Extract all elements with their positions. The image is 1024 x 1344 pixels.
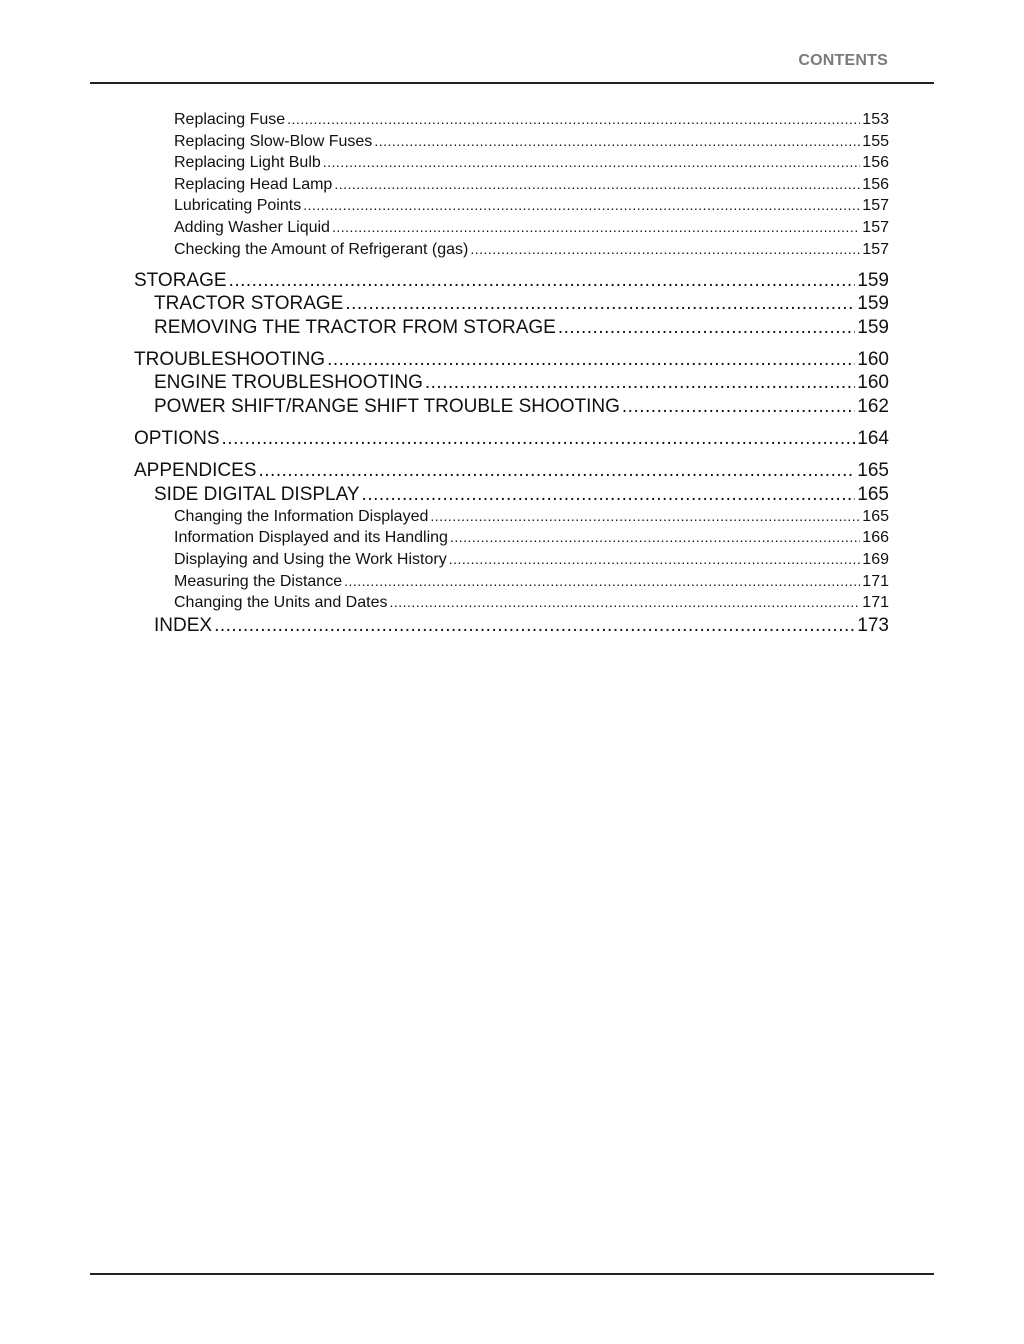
toc-entry-page-number: 157 [862,218,889,236]
toc-entry[interactable] [134,592,889,614]
toc-entry-title: Replacing Head Lamp [174,175,333,193]
toc-entry[interactable] [134,614,889,637]
toc-entry-title: OPTIONS [134,427,220,449]
dot-leader [222,427,856,450]
toc-entry[interactable] [134,395,889,418]
toc-entry-page-number: 164 [857,427,889,449]
toc-group [134,459,889,637]
dot-leader [450,527,860,549]
toc-entry-title: TROUBLESHOOTING [134,349,326,371]
toc-entry[interactable] [134,427,889,450]
toc-entry-page-number: 157 [862,197,889,215]
dot-leader [332,217,860,239]
toc-entry-title: Changing the Information Displayed [174,507,429,525]
toc-entry-page-number: 160 [857,349,889,371]
dot-leader [214,614,855,637]
toc-group [134,348,889,418]
toc-entry[interactable] [134,217,889,239]
table-of-contents [134,109,889,637]
toc-entry-page-number: 165 [857,483,889,505]
toc-entry-page-number: 165 [862,507,889,525]
toc-entry-title: Adding Washer Liquid [174,218,330,236]
dot-leader [258,459,855,482]
toc-entry-page-number: 159 [857,270,889,292]
toc-entry-page-number: 165 [857,460,889,482]
dot-leader [287,109,860,131]
header-rule [90,82,934,84]
toc-entry[interactable] [134,174,889,196]
dot-leader [327,348,855,371]
toc-entry-title: SIDE DIGITAL DISPLAY [154,483,360,505]
toc-entry[interactable] [134,269,889,292]
toc-entry-title: Checking the Amount of Refrigerant (gas) [174,240,469,258]
toc-entry-page-number: 153 [862,111,889,128]
dot-leader [303,195,860,217]
dot-leader [425,371,855,394]
toc-entry-title: Displaying and Using the Work History [174,551,447,569]
toc-entry-title: Lubricating Points [174,197,302,215]
toc-entry-page-number: 160 [857,372,889,394]
toc-entry-page-number: 171 [862,594,889,612]
toc-entry-page-number: 156 [862,175,889,193]
toc-entry-page-number: 162 [857,395,889,417]
toc-entry[interactable] [134,506,889,528]
toc-entry-page-number: 173 [857,614,889,636]
toc-entry-title: ENGINE TROUBLESHOOTING [154,372,423,394]
dot-leader [622,395,855,418]
dot-leader [389,592,860,614]
toc-group [134,269,889,339]
dot-leader [374,131,860,153]
toc-entry-page-number: 156 [862,154,889,172]
dot-leader [430,506,860,528]
toc-entry-page-number: 159 [857,316,889,338]
toc-group [134,427,889,450]
toc-entry-title: TRACTOR STORAGE [154,293,344,315]
toc-entry-page-number: 169 [862,551,889,569]
dot-leader [334,174,860,196]
dot-leader [362,483,856,506]
toc-entry[interactable] [134,131,889,153]
toc-entry[interactable] [134,316,889,339]
dot-leader [229,269,856,292]
toc-entry-title: POWER SHIFT/RANGE SHIFT TROUBLE SHOOTING [154,395,620,417]
toc-entry-title: Replacing Fuse [174,111,286,128]
toc-entry[interactable] [134,152,889,174]
toc-entry-title: STORAGE [134,270,227,292]
dot-leader [345,292,855,315]
toc-entry-page-number: 157 [862,240,889,258]
toc-entry-title: Measuring the Distance [174,572,343,590]
toc-entry-title: Changing the Units and Dates [174,594,388,612]
toc-entry-title: Replacing Slow-Blow Fuses [174,132,373,150]
toc-entry[interactable] [134,348,889,371]
toc-entry[interactable] [134,571,889,593]
toc-entry-page-number: 159 [857,293,889,315]
dot-leader [344,571,860,593]
toc-entry-title: INDEX [154,614,213,636]
toc-group [134,109,889,260]
footer-rule [90,1273,934,1275]
toc-entry[interactable] [134,483,889,506]
toc-entry-title: REMOVING THE TRACTOR FROM STORAGE [154,316,556,338]
toc-entry-title: Replacing Light Bulb [174,154,321,172]
toc-entry[interactable] [134,109,889,131]
dot-leader [449,549,861,571]
toc-entry-title: APPENDICES [134,460,257,482]
toc-entry[interactable] [134,195,889,217]
toc-entry[interactable] [134,527,889,549]
toc-entry-page-number: 171 [862,572,889,590]
toc-entry[interactable] [134,459,889,482]
dot-leader [558,316,855,339]
toc-entry[interactable] [134,292,889,315]
toc-entry-title: Information Displayed and its Handling [174,529,448,547]
dot-leader [323,152,861,174]
dot-leader [470,239,860,261]
toc-entry-page-number: 166 [862,529,889,547]
page-header-title: CONTENTS [798,52,888,69]
toc-entry[interactable] [134,239,889,261]
toc-entry[interactable] [134,371,889,394]
toc-entry-page-number: 155 [862,132,889,150]
toc-entry[interactable] [134,549,889,571]
